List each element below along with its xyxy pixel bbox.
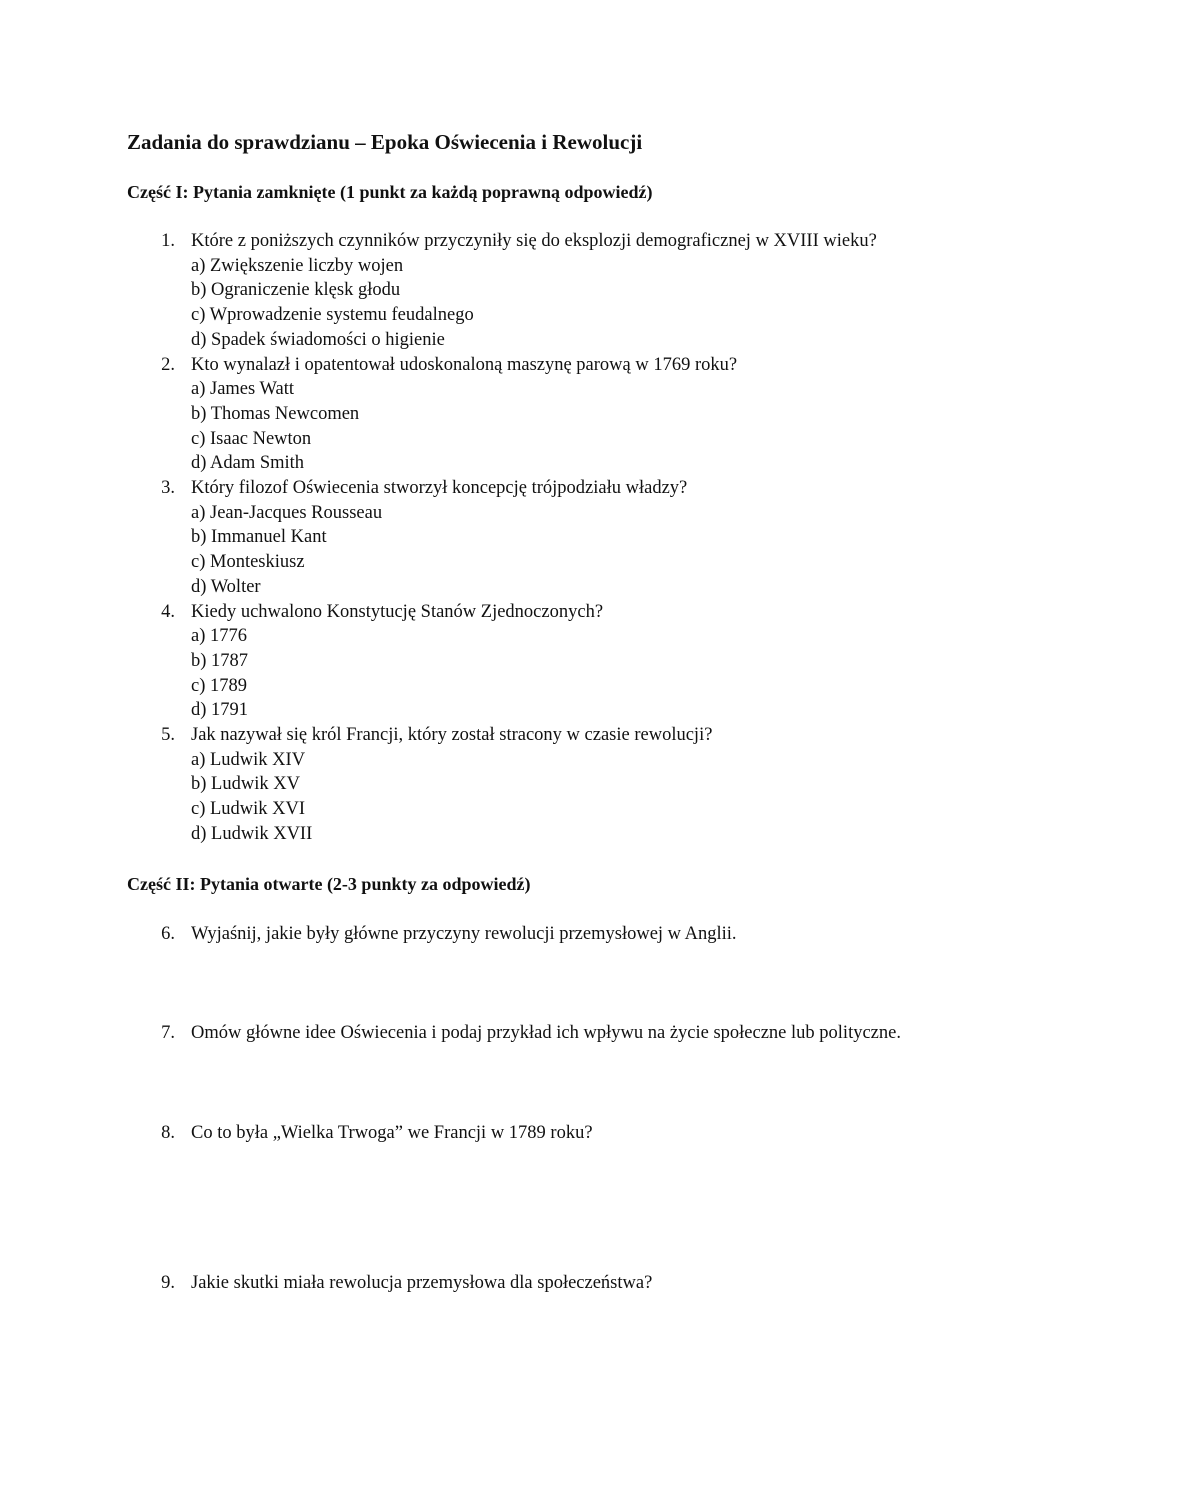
question-6: [0, 921, 1200, 947]
answer-option-text: b) 1787: [191, 650, 249, 671]
answer-option: [0, 278, 1200, 303]
question-number: 8.: [161, 1123, 175, 1143]
question-number: 4.: [161, 601, 175, 622]
answer-option: [0, 501, 1200, 526]
answer-option: [0, 575, 1200, 600]
answer-option: [0, 451, 1200, 476]
answer-option-text: c) 1789: [191, 675, 247, 696]
question-text: Które z poniższych czynników przyczyniły się do eksplozji demograficznej w XVIII wieku?: [191, 231, 877, 251]
question-text: Jak nazywał się król Francji, który został stracony w czasie rewolucji?: [191, 725, 713, 745]
answer-option: [0, 674, 1200, 699]
answer-option-text: a) 1776: [191, 626, 247, 647]
question-line: [0, 229, 1200, 254]
question-line: [0, 353, 1200, 378]
answer-option: [0, 377, 1200, 402]
answer-option: [0, 550, 1200, 575]
question-number: 7.: [161, 1023, 175, 1043]
question-7: [0, 1020, 1200, 1046]
answer-option-text: c) Wprowadzenie systemu feudalnego: [191, 305, 474, 326]
answer-option-text: d) Spadek świadomości o higienie: [191, 329, 445, 350]
answer-option-text: c) Isaac Newton: [191, 428, 312, 449]
answer-option: [0, 427, 1200, 452]
answer-option: [0, 748, 1200, 773]
answer-option-text: c) Monteskiusz: [191, 552, 305, 573]
answer-option-text: d) Adam Smith: [191, 453, 305, 474]
question-2: [0, 353, 1200, 476]
answer-option-text: b) Ograniczenie klęsk głodu: [191, 280, 401, 301]
question-number: 5.: [161, 725, 175, 745]
question-3: [0, 476, 1200, 599]
answer-option-text: b) Thomas Newcomen: [191, 403, 360, 424]
question-number: 2.: [161, 354, 175, 375]
answer-option: [0, 525, 1200, 550]
question-text: Kto wynalazł i opatentował udoskonaloną maszynę parową w 1769 roku?: [191, 354, 738, 375]
part1-heading: Część I: Pytania zamknięte (1 punkt za każdą poprawną odpowiedź): [127, 182, 653, 202]
question-text: Omów główne idee Oświecenia i podaj przykład ich wpływu na życie społeczne lub polityczne.: [191, 1023, 901, 1043]
answer-option: [0, 254, 1200, 279]
answer-option-text: a) Ludwik XIV: [191, 749, 306, 770]
question-line: [0, 600, 1200, 625]
question-number: 3.: [161, 478, 175, 498]
answer-option-text: a) Zwiększenie liczby wojen: [191, 255, 404, 276]
question-5: [0, 723, 1200, 846]
answer-option-text: d) Ludwik XVII: [191, 823, 313, 844]
question-number: 1.: [161, 231, 175, 251]
question-text: Kiedy uchwalono Konstytucję Stanów Zjednoczonych?: [191, 601, 604, 622]
question-text: Wyjaśnij, jakie były główne przyczyny rewolucji przemysłowej w Anglii.: [191, 924, 737, 944]
question-text: Co to była „Wielka Trwoga” we Francji w 1789 roku?: [191, 1123, 593, 1143]
answer-option: [0, 303, 1200, 328]
answer-option: [0, 328, 1200, 353]
answer-option-text: d) 1791: [191, 700, 249, 721]
question-8: [0, 1120, 1200, 1146]
answer-option: [0, 822, 1200, 847]
answer-option-text: b) Immanuel Kant: [191, 527, 327, 548]
answer-option: [0, 772, 1200, 797]
answer-option-text: b) Ludwik XV: [191, 774, 300, 795]
question-text: Który filozof Oświecenia stworzył koncepcję trójpodziału władzy?: [191, 478, 688, 498]
answer-option-text: a) Jean-Jacques Rousseau: [191, 502, 383, 523]
answer-option-text: d) Wolter: [191, 576, 261, 597]
part2-heading: Część II: Pytania otwarte (2-3 punkty za odpowiedź): [127, 874, 531, 894]
answer-option-text: c) Ludwik XVI: [191, 799, 306, 820]
document-title: Zadania do sprawdzianu – Epoka Oświecenia i Rewolucji: [127, 130, 643, 154]
answer-option: [0, 624, 1200, 649]
answer-option: [0, 402, 1200, 427]
question-1: [0, 229, 1200, 352]
question-line: [0, 476, 1200, 501]
question-line: [0, 723, 1200, 748]
question-text: Jakie skutki miała rewolucja przemysłowa dla społeczeństwa?: [191, 1273, 653, 1293]
question-4: [0, 600, 1200, 723]
answer-option: [0, 649, 1200, 674]
answer-option-text: a) James Watt: [191, 379, 294, 400]
question-number: 9.: [161, 1273, 175, 1293]
question-9: [0, 1270, 1200, 1296]
answer-option: [0, 698, 1200, 723]
question-number: 6.: [161, 924, 175, 944]
answer-option: [0, 797, 1200, 822]
